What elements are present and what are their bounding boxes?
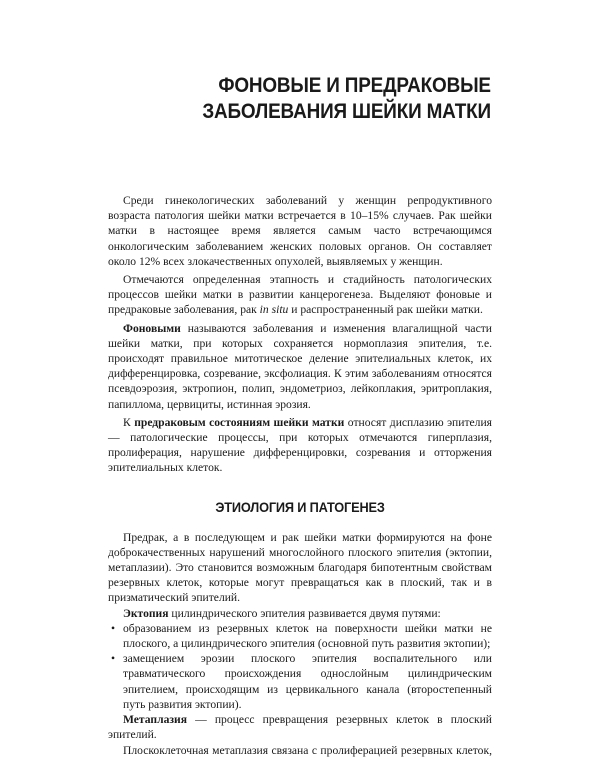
paragraph-metaplasia: Метаплазия — процесс превращения резервных клеток в плоский эпителий. xyxy=(108,713,492,742)
paragraph-squamous-metaplasia: Плоскоклеточная метаплазия связана с пролиферацией резервных клеток, xyxy=(123,743,492,757)
term-precancerous: предраковым состояниям шейки матки xyxy=(134,415,345,429)
chapter-title-line-1: ФОНОВЫЕ И ПРЕДРАКОВЫЕ xyxy=(218,73,492,97)
term-metaplasia: Метаплазия xyxy=(123,713,188,727)
in-situ-term: in situ xyxy=(259,303,289,317)
paragraph-background-diseases: Фоновыми называются заболевания и изменения влагалищной части шейки матки, при которых сохраняется нормоплазия эпителия, т.е. происходят правильное митотическое деление эпителиальных клеток, их дифференцировка, созревание, эксфолиация. К этим заболеваниям относятся псевдоэрозия, эктропион, полип, эндометриоз, лейкоплакия, эритроплакия, папиллома, цервициты, истинная эрозия. xyxy=(108,321,492,411)
bullet-icon: • xyxy=(111,621,116,635)
paragraph-ectopia: Эктопия цилиндрического эпителия развивается двумя путями: xyxy=(123,606,441,620)
bullet-icon: • xyxy=(111,652,116,666)
term-background: Фоновыми xyxy=(123,321,181,335)
page-body xyxy=(108,193,492,758)
list-item: • образованием из резервных клеток на поверхности шейки матки не плоского, а цилиндрического эпителия (основной путь развития эктопии); xyxy=(108,621,492,651)
chapter-title-line-2: ЗАБОЛЕВАНИЯ ШЕЙКИ МАТКИ xyxy=(202,99,491,123)
section-title: ЭТИОЛОГИЯ И ПАТОГЕНЕЗ xyxy=(215,499,385,516)
term-ectopia: Эктопия xyxy=(123,606,169,620)
paragraph-stages: Отмечаются определенная этапность и стадийность патологических процессов шейки матки в развитии канцерогенеза. Выделяют фоновые и предраковые заболевания, рак in situ и распространенный рак шейки матки. xyxy=(108,273,492,317)
paragraph-etiology: Предрак, а в последующем и рак шейки матки формируются на фоне доброкачественных нарушений многослойного плоского эпителия (эктопии, метаплазии). Это становится возможным благодаря бипотентным свойствам резервных клеток, которые могут превращаться как в плоский, так и в призматический эпителий. xyxy=(108,530,492,605)
list-item: • замещением эрозии плоского эпителия воспалительного или травматического происхождения однослойным цилиндрическим эпителием, происходящим из цервикального канала (второстепенный путь развития эктопии). xyxy=(108,651,492,712)
paragraph-intro: Среди гинекологических заболеваний у женщин репродуктивного возраста патология шейки матки встречается в 10–15% случаев. Рак шейки матки в настоящее время является самым часто встречающимся онкологическим заболеванием женских половых органов. Он составляет около 12% всех злокачественных опухолей, выявляемых у женщин. xyxy=(108,194,492,268)
chapter-title xyxy=(202,72,491,124)
paragraph-precancerous: К предраковым состояниям шейки матки относят дисплазию эпителия — патологические процессы, при которых отмечаются гиперплазия, пролиферация, нарушение дифференцировки, созревания и отторжения эпителиальных клеток. xyxy=(108,415,492,475)
